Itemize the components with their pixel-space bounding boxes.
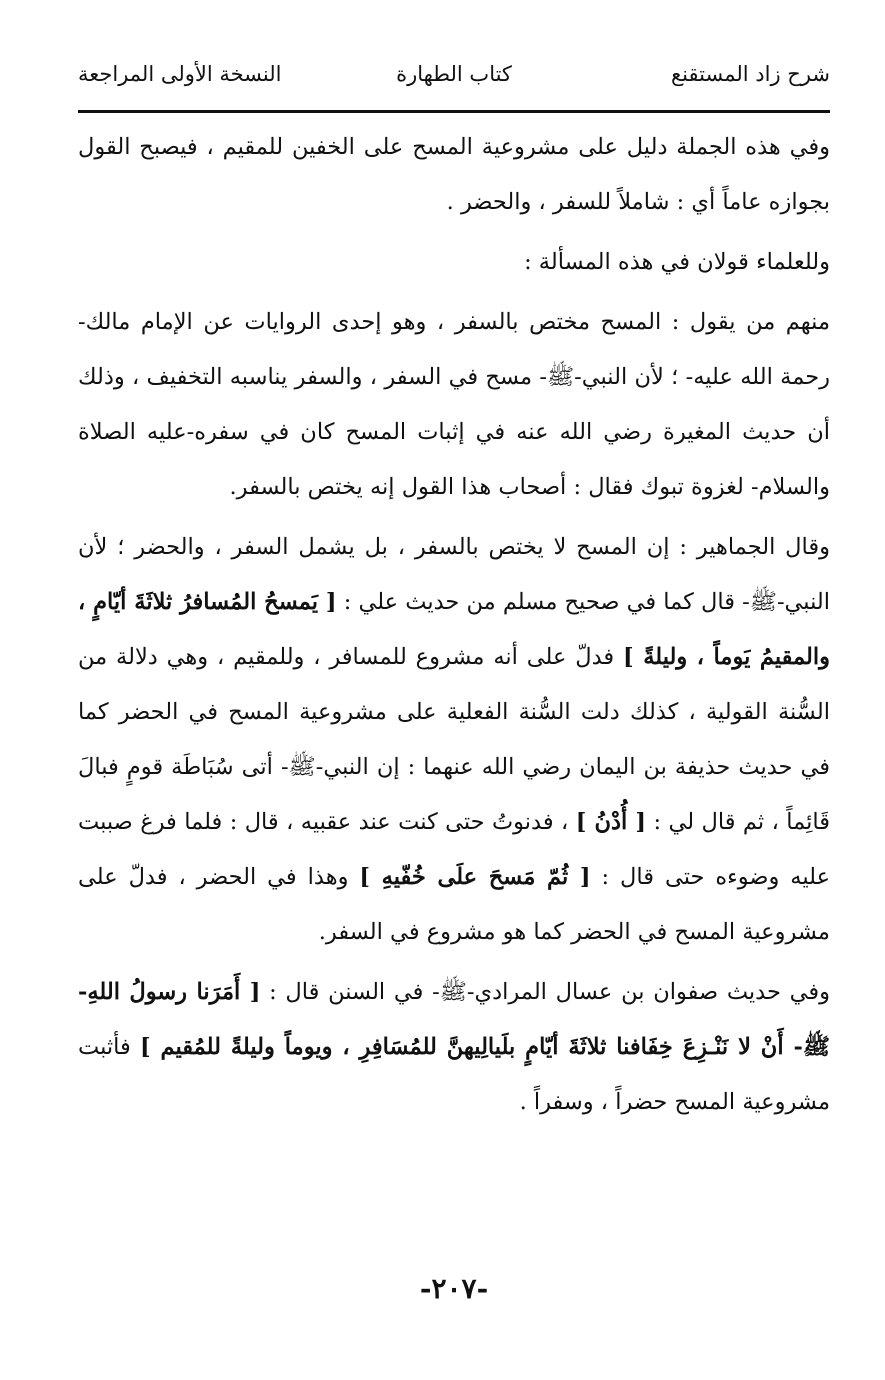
paragraph-text: وفي هذه الجملة دليل على مشروعية المسح على الخفين للمقيم ، فيصبح القول بجوازه عاماً أي : شاملاً للسفر ، والحضر . xyxy=(78,134,830,215)
header-edition-note: النسخة الأولى المراجعة xyxy=(78,62,282,86)
paragraph-text: فدلّ على أنه مشروع للمسافر ، وللمقيم ، وهي دلالة من السُّنة القولية ، كذلك دلت السُّنة الفعلية على مشروعية المسح في الحضر كما في حديث حذيفة بن اليمان رضي الله عنهما : إن النبي-ﷺ- أتى سُبَاطَة قومٍ فبالَ قَائِماً ، ثم قال لي : xyxy=(78,644,830,835)
hadith-quote: [ أُدْنُ ] xyxy=(575,809,647,835)
paragraph-text: ، فدنوتُ حتى كنت عند عقبيه ، قال : فلما فرغ صببت عليه وضوءه حتى قال : xyxy=(78,809,830,890)
paragraph-text: منهم من يقول : المسح مختص بالسفر ، وهو إحدى الروايات عن الإمام مالك-رحمة الله عليه- ؛ لأن النبي-ﷺ- مسح في السفر ، والسفر يناسبه التخفيف ، وذلك أن حديث المغيرة رضي الله عنه في إثبات المسح كان في سفره-عليه الصلاة والسلام- لغزوة تبوك فقال : أصحاب هذا القول إنه يختص بالسفر. xyxy=(78,309,830,500)
body-text xyxy=(78,120,830,1135)
paragraph xyxy=(78,520,830,960)
paragraph-text: وللعلماء قولان في هذه المسألة : xyxy=(524,249,830,275)
paragraph-text: وهذا في الحضر ، فدلّ على مشروعية المسح في الحضر كما هو مشروع في السفر. xyxy=(78,864,830,945)
document-page xyxy=(78,52,830,1352)
running-header xyxy=(78,52,830,102)
paragraph xyxy=(78,965,830,1130)
hadith-quote: [ أَمَرَنا رسولُ اللهِ-ﷺ- أَنْ لا نَنْـزِعَ خِفَافنا ثلاثَةَ أيّامٍ بلَيالِيهنَّ للمُسَافِرِ ، ويوماً وليلةً للمُقيم ] xyxy=(78,979,830,1060)
header-book-title: شرح زاد المستقنع xyxy=(671,62,830,86)
hadith-quote: [ ثُمّ مَسحَ علَى خُفّيهِ ] xyxy=(359,864,591,890)
page-number: -٢٠٧- xyxy=(419,1272,489,1305)
hadith-quote: [ يَمسحُ المُسافرُ ثلاثَةَ أيّامٍ ، والمقيمُ يَوماً ، وليلةً ] xyxy=(78,589,830,670)
paragraph xyxy=(78,295,830,515)
paragraph xyxy=(78,235,830,290)
header-chapter-title: كتاب الطهارة xyxy=(396,62,512,86)
paragraph-text: وفي حديث صفوان بن عسال المرادي-ﷺ- في السنن قال : xyxy=(269,979,830,1005)
paragraph-text: وقال الجماهير : إن المسح لا يختص بالسفر ، بل يشمل السفر ، والحضر ؛ لأن النبي-ﷺ- قال كما في صحيح مسلم من حديث علي : xyxy=(78,534,830,615)
paragraph xyxy=(78,120,830,230)
header-divider xyxy=(78,110,830,113)
paragraph-text: فأثبت مشروعية المسح حضراً ، وسفراً . xyxy=(78,1034,830,1115)
